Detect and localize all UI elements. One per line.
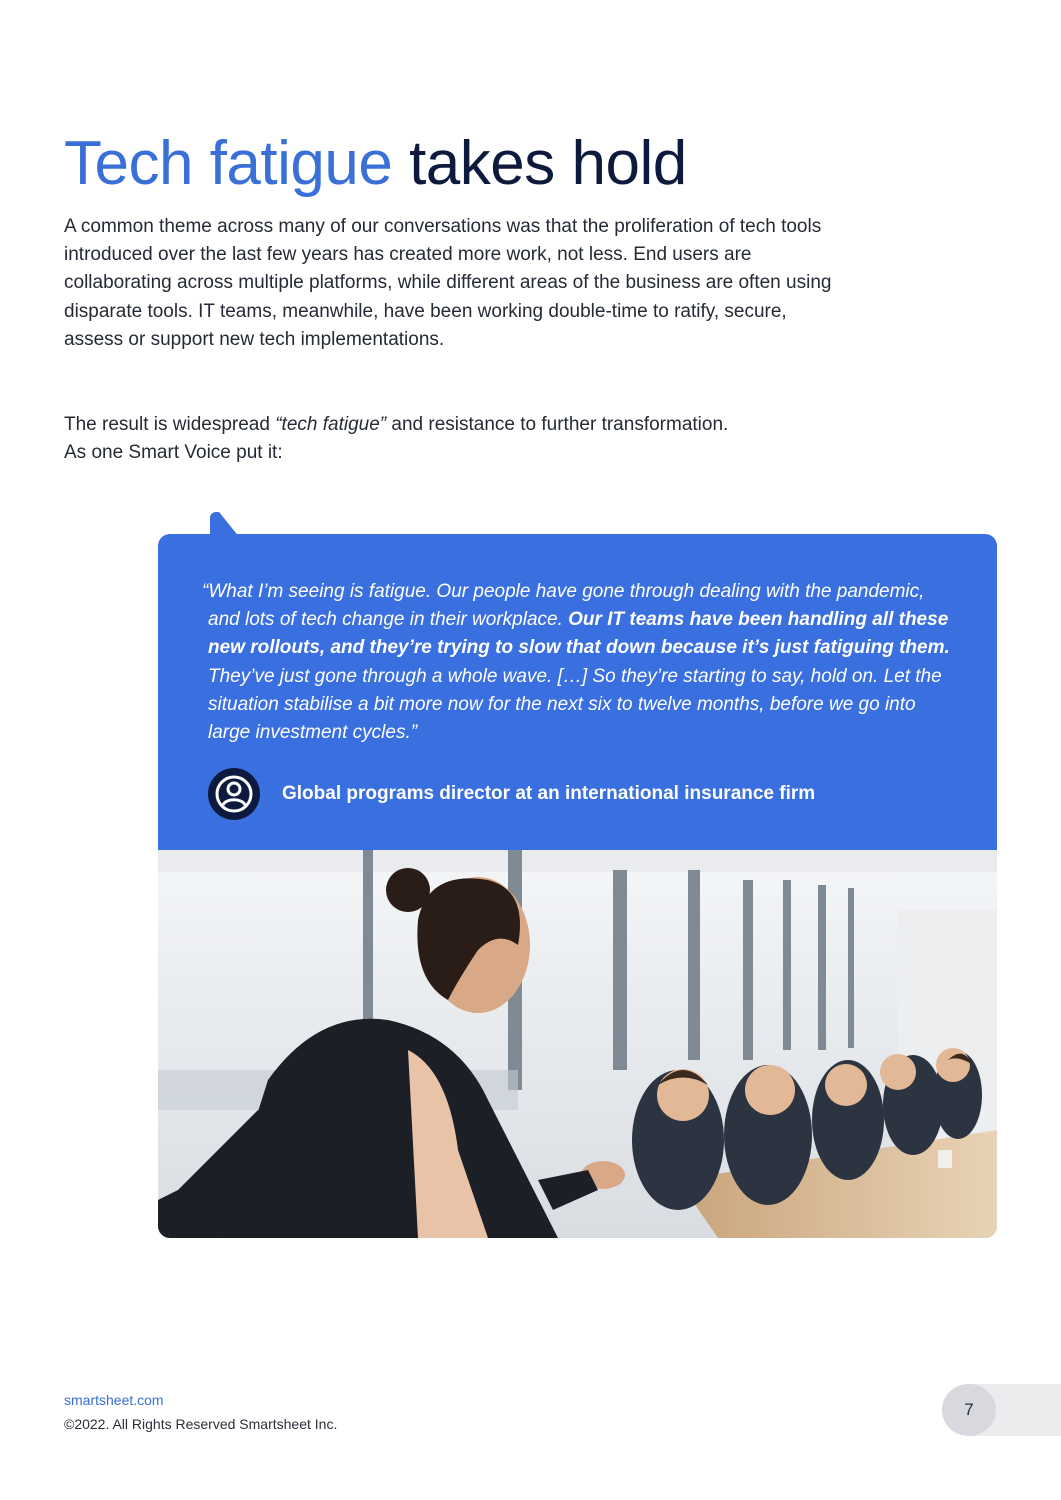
quote-part-2: They’ve just gone through a whole wave. […] So they’re starting to say, hold on. Let the situation stabilise a bit more now for the next six to twelve months, before we go into large investment cycles.” bbox=[208, 665, 942, 744]
quote-card bbox=[158, 534, 997, 1238]
intro-paragraph: A common theme across many of our conversations was that the proliferation of tech tools introduced over the last few years has created more work, not less. End users are collaborating across multiple platforms, while different areas of the business are often using disparate tools. IT teams, meanwhile, have been working double-time to ratify, secure, assess or support new tech implementations. bbox=[64, 216, 832, 350]
quote-author bbox=[208, 768, 815, 820]
page-title bbox=[64, 128, 687, 199]
title-accent: Tech fatigue bbox=[64, 129, 393, 198]
footer-website-link[interactable]: smartsheet.com bbox=[64, 1392, 164, 1408]
result-text-3: As one Smart Voice put it: bbox=[64, 442, 283, 464]
page-number: 7 bbox=[942, 1384, 996, 1436]
quote-text bbox=[202, 578, 953, 747]
result-paragraph bbox=[64, 411, 834, 467]
result-emphasis: “tech fatigue” bbox=[275, 414, 387, 435]
footer-copyright: ©2022. All Rights Reserved Smartsheet Inc. bbox=[64, 1416, 338, 1432]
meeting-photo bbox=[158, 850, 997, 1238]
quote-part-1: “What I’m seeing is fatigue. Our people have gone through dealing with the pandemic, and lots of tech change in their workplace. bbox=[202, 581, 925, 631]
result-text-2: and resistance to further transformation. bbox=[386, 414, 729, 435]
title-rest: takes hold bbox=[409, 129, 687, 198]
result-text-1: The result is widespread bbox=[64, 414, 276, 435]
author-name: Global programs director at an international insurance firm bbox=[282, 783, 816, 804]
user-avatar-icon bbox=[208, 768, 260, 820]
quote-bold: Our IT teams have been handling all these new rollouts, and they’re trying to slow that down because it’s just fatiguing them. bbox=[208, 609, 950, 659]
